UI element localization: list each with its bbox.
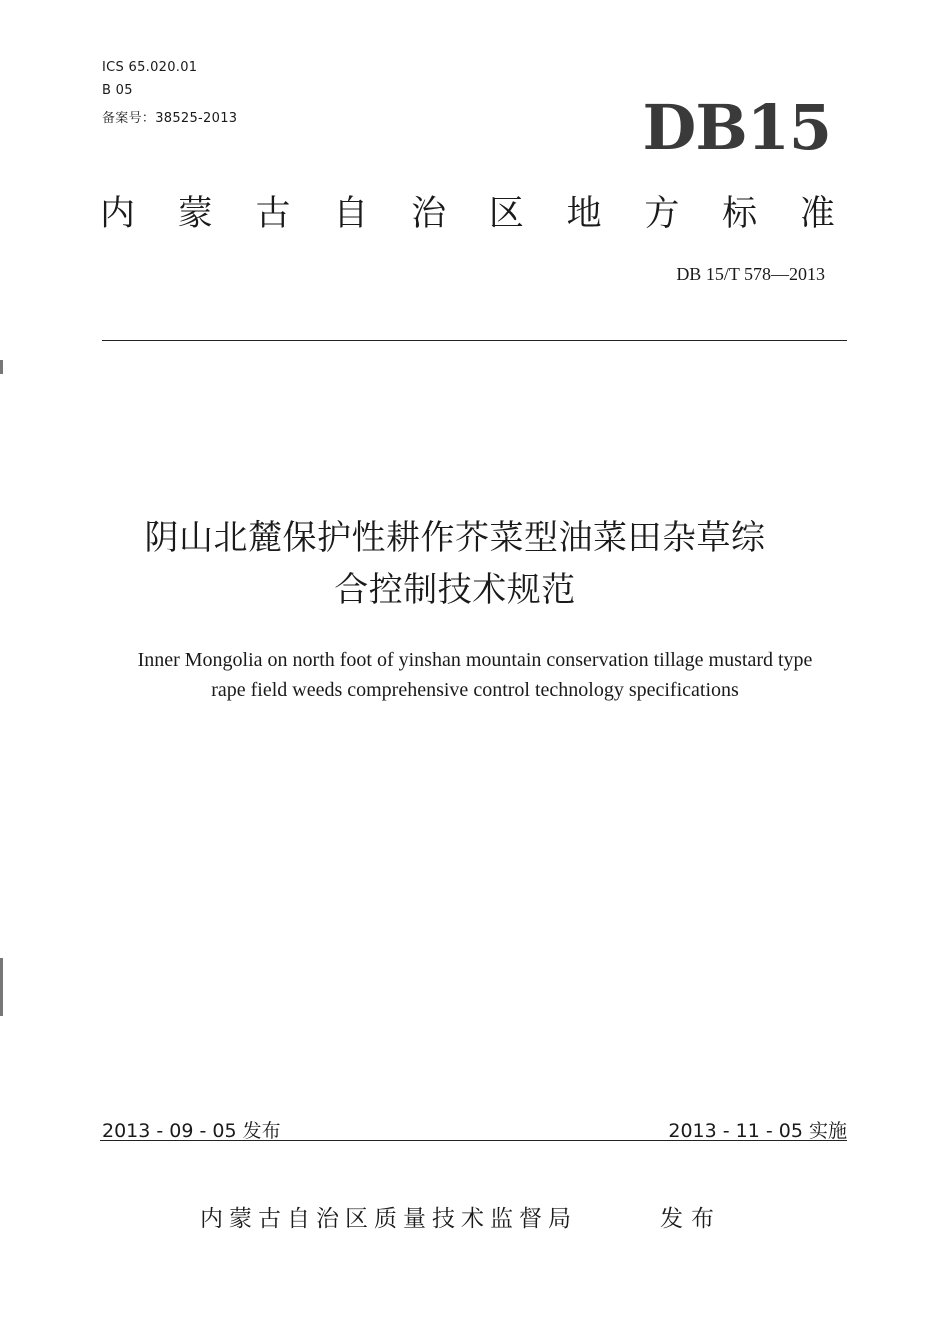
- scan-edge-mark: [0, 958, 3, 1016]
- standard-type-char: 区: [488, 194, 524, 234]
- standard-type-char: 治: [411, 194, 447, 234]
- title-en-line-2: rape field weeds comprehensive control technology specifications: [211, 679, 739, 701]
- implementation-date: 2013 - 11 - 05 实施: [668, 1120, 847, 1142]
- issuing-authority: 内蒙古自治区质量技术监督局: [200, 1206, 577, 1232]
- standard-type-char: 标: [722, 194, 758, 234]
- title-cn-line-1: 阴山北麓保护性耕作芥菜型油菜田杂草综: [144, 518, 766, 558]
- bottom-divider: [100, 1140, 847, 1141]
- standard-type-char: 古: [255, 194, 291, 234]
- ics-code: ICS 65.020.01: [102, 60, 198, 75]
- standard-type-char: 地: [566, 194, 602, 234]
- filing-number: 备案号：38525-2013: [102, 111, 238, 126]
- scan-edge-mark: [0, 360, 3, 374]
- release-date: 2013 - 09 - 05 发布: [102, 1120, 281, 1142]
- standard-type-char: 方: [644, 194, 680, 234]
- standard-number: DB 15/T 578—2013: [676, 264, 825, 284]
- ccs-code: B 05: [102, 83, 133, 98]
- standard-type: [100, 190, 835, 238]
- standard-type-char: 蒙: [177, 194, 213, 234]
- standard-type-char: 内: [100, 194, 136, 234]
- title-cn-line-2: 合控制技术规范: [334, 570, 576, 610]
- issue-label: 发布: [660, 1206, 722, 1232]
- db15-logo: DB15: [642, 91, 831, 164]
- standard-type-char: 自: [333, 194, 369, 234]
- standard-type-char: 准: [799, 194, 835, 234]
- top-divider: [102, 340, 847, 341]
- title-en-line-1: Inner Mongolia on north foot of yinshan mountain conservation tillage mustard type: [137, 649, 813, 671]
